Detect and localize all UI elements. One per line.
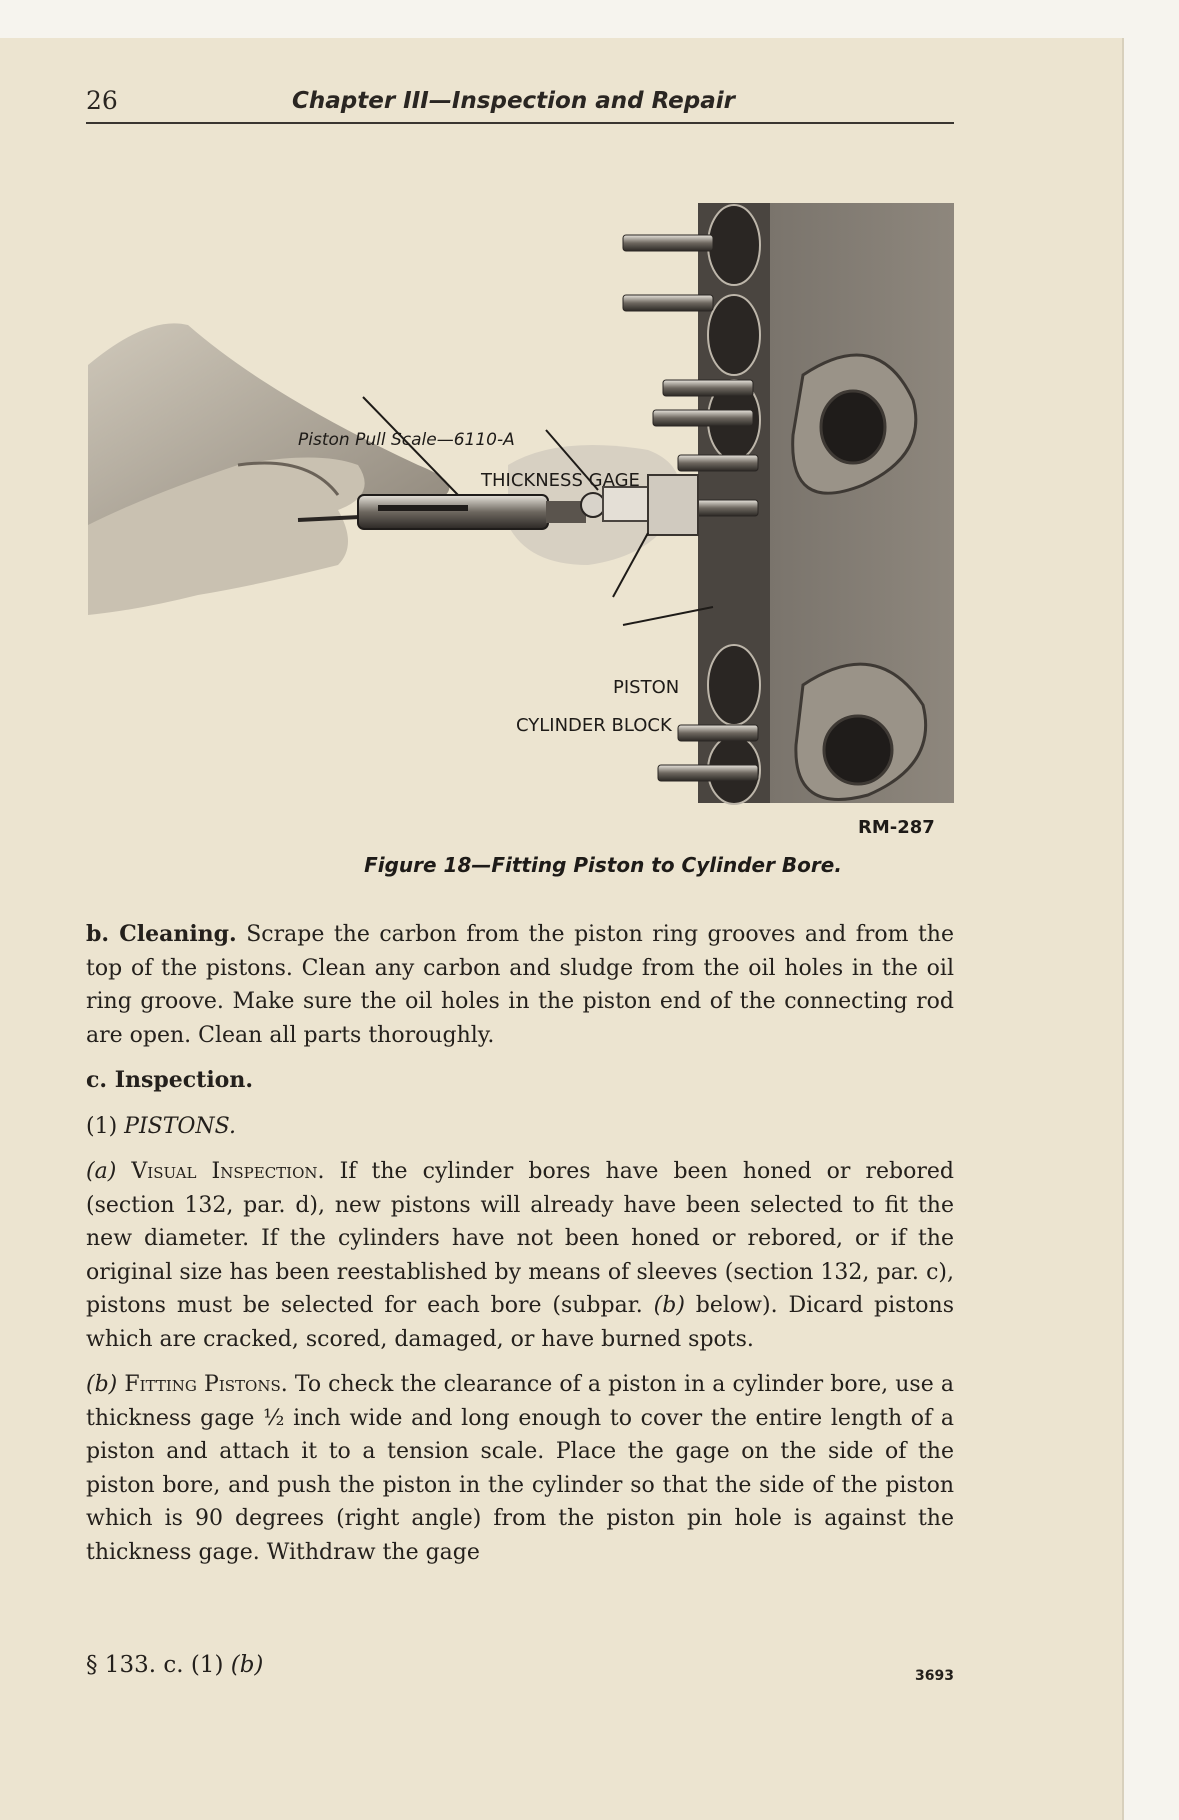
- label-pistons: PISTONS.: [124, 1113, 236, 1139]
- ref-subpar-b: (b): [653, 1293, 685, 1318]
- callout-pull-scale: Piston Pull Scale—6110-A: [298, 430, 515, 450]
- label-fitting: Fitting Pistons.: [117, 1372, 288, 1397]
- label-cleaning: b. Cleaning.: [86, 921, 237, 947]
- callout-cylinder-block: CYLINDER BLOCK: [516, 715, 672, 736]
- label-visual-letter: (a): [86, 1159, 117, 1184]
- paragraph-inspection-head: [86, 1064, 954, 1098]
- paragraph-pistons-head: [86, 1110, 954, 1144]
- callout-thickness-gage: THICKNESS GAGE: [481, 470, 640, 491]
- label-pistons-num: (1): [86, 1113, 125, 1139]
- page-number: 26: [86, 86, 118, 115]
- text-visual-2: below). Dicard pistons which are cracked, scored, damaged, or have burned spots.: [86, 1293, 955, 1352]
- text-cleaning: Scrape the carbon from the piston ring grooves and from the top of the pistons. Clean any carbon and sludge from the oil holes in the oil ring groove. Make sure the oil holes in the piston end of the connecting rod are open. Clean all parts thoroughly.: [86, 922, 954, 1048]
- text-fitting: To check the clearance of a piston in a cylinder bore, use a thickness gage ½ inch wide and long enough to cover the entire length of a piston and attach it to a tension scale. Place the gage on the side of the piston bore, and push the piston in the cylinder so that the side of the piston which is 90 degrees (right angle) from the piston pin hole is against the thickness gage. Withdraw the gage: [86, 1372, 954, 1565]
- label-fitting-letter: (b): [86, 1372, 118, 1397]
- piston: [648, 475, 698, 535]
- text-visual-1: If the cylinder bores have been honed or rebored (section 132, par. d), new pistons will already have been selected to fit the new diameter. If the cylinders have not been honed or rebored, or if the original size has been reestablished by means of sleeves (section 132, par. c), pistons must be selected for each bore (subpar.: [86, 1159, 954, 1318]
- figure-18: [88, 165, 954, 877]
- paragraph-fitting-pistons: [86, 1368, 954, 1569]
- page-header: [86, 78, 954, 124]
- body-text: [86, 918, 954, 1581]
- label-inspection: c. Inspection.: [86, 1067, 254, 1093]
- paragraph-visual-inspection: [86, 1155, 954, 1356]
- label-visual: Visual Inspection.: [116, 1159, 325, 1184]
- figure-caption: Figure 18—Fitting Piston to Cylinder Bore.: [364, 853, 842, 877]
- figure-id: RM-287: [858, 817, 935, 838]
- print-number: 3693: [915, 1668, 954, 1684]
- chapter-title: Chapter III—Inspection and Repair: [292, 88, 735, 114]
- section-reference: [86, 1652, 263, 1678]
- section-reference-letter: (b): [230, 1652, 264, 1678]
- callout-piston: PISTON: [613, 677, 680, 698]
- paragraph-cleaning: [86, 918, 954, 1052]
- section-reference-prefix: § 133. c. (1): [86, 1652, 231, 1678]
